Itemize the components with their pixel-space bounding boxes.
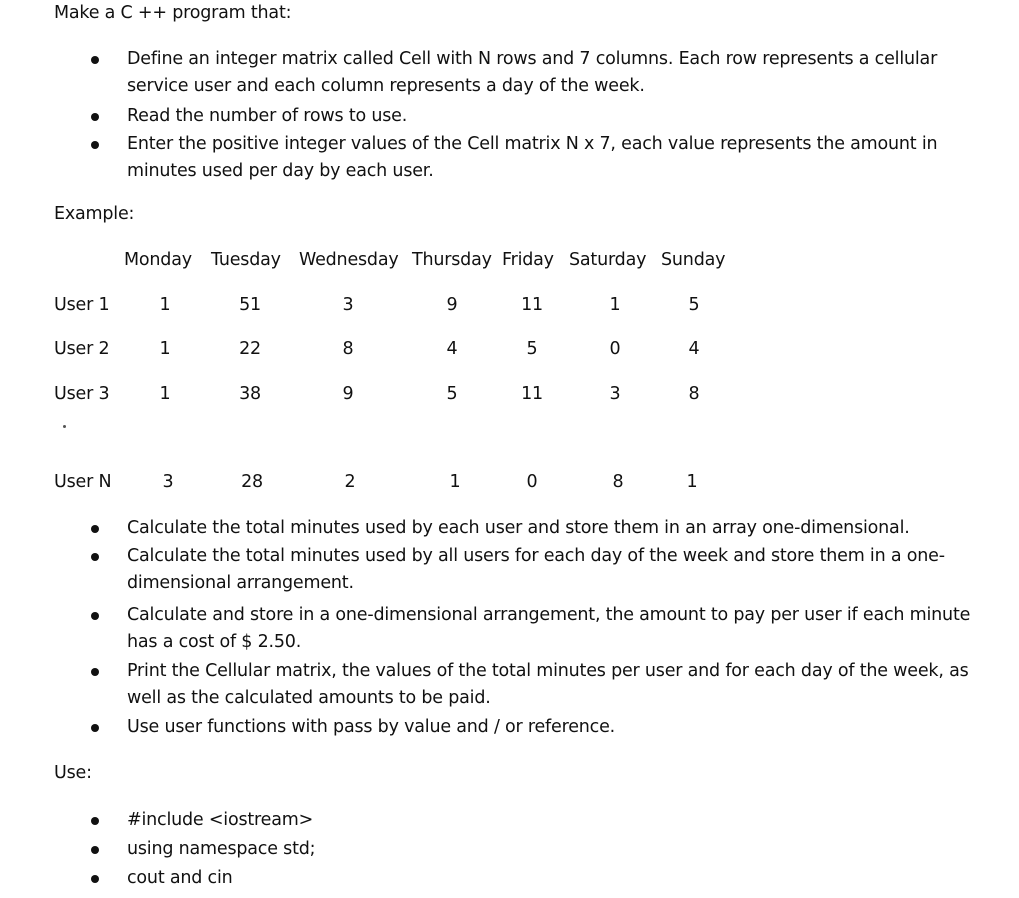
- table-cell: 28: [241, 472, 263, 492]
- bullet-icon: [91, 612, 99, 620]
- bullet-icon: [91, 875, 99, 883]
- table-cell: 1: [159, 295, 171, 315]
- row-label: User 2: [54, 339, 110, 359]
- bullet-icon: [91, 525, 99, 533]
- row-label: User N: [54, 472, 112, 492]
- use-label: Use:: [54, 763, 92, 783]
- table-cell: 9: [446, 295, 458, 315]
- table-cell: 1: [159, 384, 171, 404]
- table-cell: 51: [239, 295, 261, 315]
- bullet-icon: [91, 141, 99, 149]
- bullet-icon: [91, 668, 99, 676]
- bullet-icon: [91, 553, 99, 561]
- header-monday: Monday: [124, 250, 192, 270]
- table-cell: 11: [521, 295, 543, 315]
- ellipsis-dot: [63, 425, 66, 428]
- table-cell: 38: [239, 384, 261, 404]
- list-item-text: Calculate and store in a one-dimensional arrangement, the amount to pay per user if each minute has a cost of $ 2.50.: [127, 605, 971, 652]
- header-sunday: Sunday: [661, 250, 726, 270]
- table-cell: 1: [449, 472, 461, 492]
- list-item-text: Calculate the total minutes used by each user and store them in an array one-dimensional.: [127, 518, 910, 538]
- table-cell: 3: [609, 384, 621, 404]
- table-cell: 1: [686, 472, 698, 492]
- table-cell: 1: [159, 339, 171, 359]
- example-label: Example:: [54, 204, 135, 224]
- row-label: User 1: [54, 295, 110, 315]
- list-item-text: cout and cin: [127, 868, 233, 888]
- list-item-text: Use user functions with pass by value and / or reference.: [127, 717, 615, 737]
- table-cell: 5: [688, 295, 700, 315]
- table-cell: 3: [342, 295, 354, 315]
- table-cell: 8: [612, 472, 624, 492]
- table-cell: 8: [688, 384, 700, 404]
- bullet-icon: [91, 56, 99, 64]
- bullet-icon: [91, 846, 99, 854]
- list-item-text: using namespace std;: [127, 839, 316, 859]
- header-friday: Friday: [502, 250, 554, 270]
- table-cell: 8: [342, 339, 354, 359]
- list-item-text: Define an integer matrix called Cell with N rows and 7 columns. Each row represents a cellular service user and each column represents a day of the week.: [127, 49, 938, 96]
- table-cell: 5: [446, 384, 458, 404]
- list-item-text: Calculate the total minutes used by all users for each day of the week and store them in a one-dimensional arrangement.: [127, 546, 945, 593]
- table-cell: 2: [344, 472, 356, 492]
- table-cell: 4: [446, 339, 458, 359]
- list-item-text: #include <iostream>: [127, 810, 314, 830]
- table-cell: 5: [526, 339, 538, 359]
- bullet-icon: [91, 817, 99, 825]
- header-wednesday: Wednesday: [299, 250, 399, 270]
- list-item-text: Enter the positive integer values of the Cell matrix N x 7, each value represents the amount in minutes used per day by each user.: [127, 134, 938, 181]
- list-item-text: Print the Cellular matrix, the values of the total minutes per user and for each day of the week, as well as the calculated amounts to be paid.: [127, 661, 969, 708]
- table-cell: 1: [609, 295, 621, 315]
- table-cell: 11: [521, 384, 543, 404]
- row-label: User 3: [54, 384, 110, 404]
- table-cell: 9: [342, 384, 354, 404]
- table-cell: 0: [609, 339, 621, 359]
- table-cell: 3: [162, 472, 174, 492]
- header-thursday: Thursday: [412, 250, 492, 270]
- header-tuesday: Tuesday: [211, 250, 281, 270]
- header-saturday: Saturday: [569, 250, 647, 270]
- list-item-text: Read the number of rows to use.: [127, 106, 408, 126]
- bullet-icon: [91, 113, 99, 121]
- table-cell: 22: [239, 339, 261, 359]
- bullet-icon: [91, 724, 99, 732]
- table-cell: 4: [688, 339, 700, 359]
- intro-text: Make a C ++ program that:: [54, 3, 292, 23]
- table-cell: 0: [526, 472, 538, 492]
